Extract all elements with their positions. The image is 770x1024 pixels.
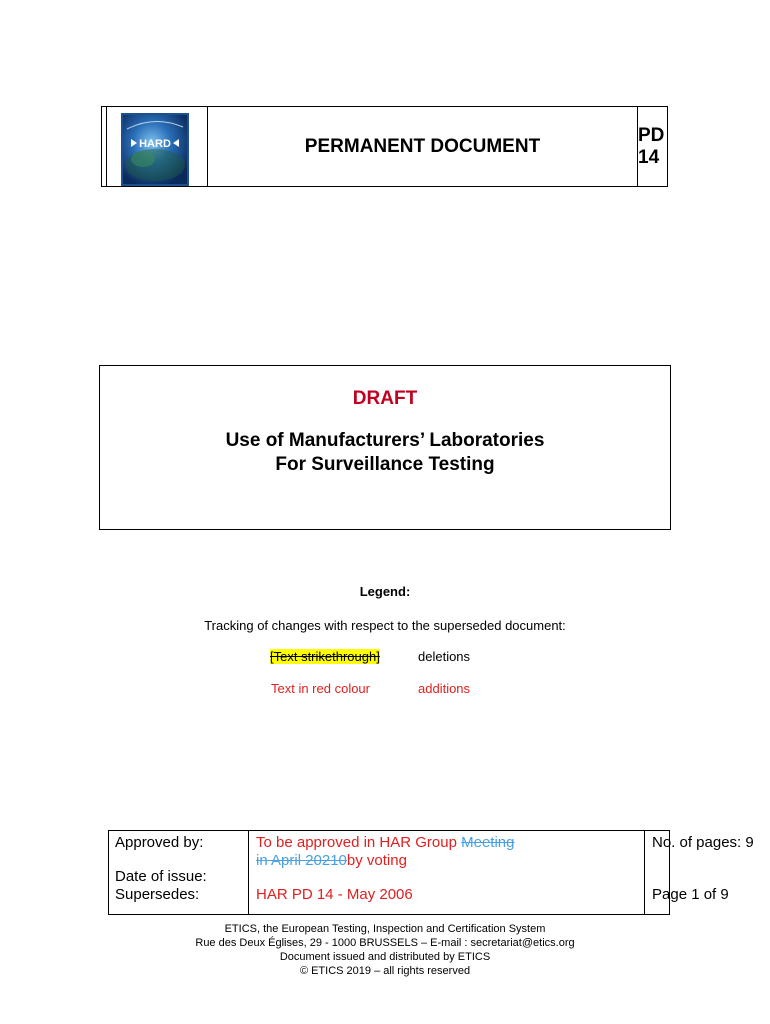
logo-cell bbox=[102, 107, 208, 186]
supersedes-value: HAR PD 14 - May 2006 bbox=[256, 886, 413, 903]
document-title bbox=[100, 429, 670, 477]
page-footer bbox=[0, 922, 770, 978]
number-of-pages: No. of pages: 9 bbox=[652, 834, 754, 851]
document-title-line-2: For Surveillance Testing bbox=[275, 454, 495, 475]
strikethrough-sample-text: [Text strikethrough] bbox=[270, 649, 380, 664]
approval-deleted-date: in April 20210 bbox=[256, 852, 347, 869]
document-type-title: PERMANENT DOCUMENT bbox=[208, 107, 638, 186]
footer-line-1: ETICS, the European Testing, Inspection and Certification System bbox=[224, 923, 546, 935]
supersedes-label: Supersedes: bbox=[115, 886, 200, 903]
approved-by-label: Approved by: bbox=[115, 834, 204, 851]
footer-line-3: Document issued and distributed by ETICS bbox=[279, 951, 491, 963]
approval-deleted-text: Meeting bbox=[461, 834, 515, 851]
approval-added-text: To be approved in HAR Group bbox=[256, 834, 462, 851]
info-label-column bbox=[109, 831, 249, 914]
draft-title-box bbox=[99, 365, 671, 530]
approval-text-line-1 bbox=[256, 834, 515, 851]
date-of-issue-label: Date of issue: bbox=[115, 868, 207, 885]
draft-label: DRAFT bbox=[352, 388, 418, 409]
document-title-line-1: Use of Manufacturers’ Laboratories bbox=[225, 430, 545, 451]
har-logo-icon bbox=[121, 113, 189, 186]
legend-addition-sample: Text in red colour bbox=[271, 681, 370, 696]
legend-intro: Tracking of changes with respect to the superseded document: bbox=[204, 618, 566, 633]
legend-title: Legend: bbox=[359, 584, 411, 599]
footer-line-2: Rue des Deux Églises, 29 - 1000 BRUSSELS – E-mail : secretariat@etics.org bbox=[195, 937, 575, 949]
legend-deletion-sample bbox=[270, 649, 380, 664]
document-header-table bbox=[101, 106, 668, 187]
legend-addition-meaning: additions bbox=[418, 681, 471, 696]
info-pages-column bbox=[645, 831, 754, 914]
document-code: PD 14 bbox=[638, 124, 665, 168]
footer-line-4: © ETICS 2019 – all rights reserved bbox=[299, 965, 471, 977]
legend-deletion-meaning: deletions bbox=[418, 649, 471, 664]
document-info-table bbox=[108, 830, 754, 915]
page-number: Page 1 of 9 bbox=[652, 886, 729, 903]
approval-by-voting: by voting bbox=[346, 852, 407, 869]
svg-text:HARD: HARD bbox=[139, 138, 171, 150]
info-value-column bbox=[249, 831, 645, 914]
approval-text-line-2 bbox=[256, 852, 407, 869]
